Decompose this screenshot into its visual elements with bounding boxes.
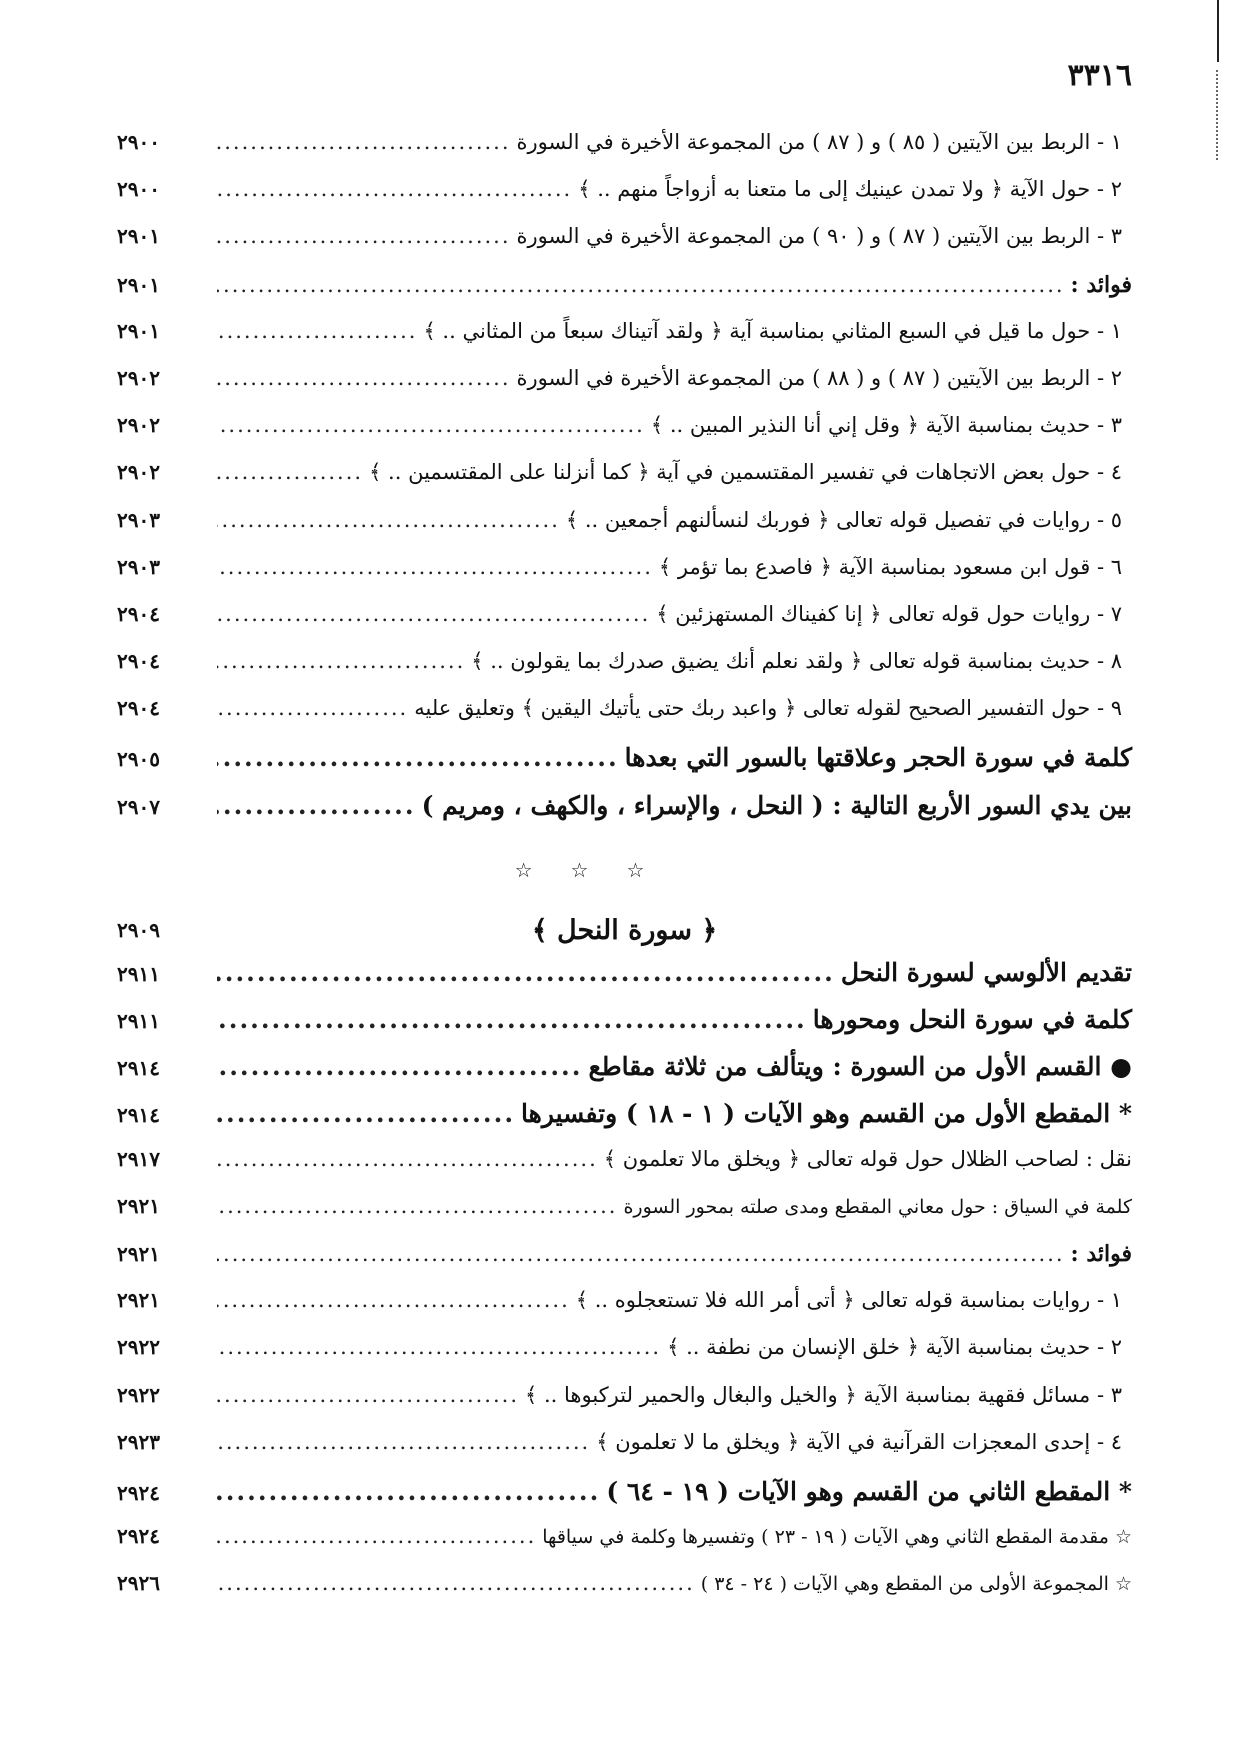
- entry-title: ٢ - حول الآية ﴿ ولا تمدن عينيك إلى ما متعنا به أزواجاً منهم .. ﴾: [578, 177, 1122, 202]
- dot-leader: [217, 1147, 598, 1171]
- entry-title: فوائد :: [1070, 271, 1132, 298]
- dot-leader: [217, 413, 645, 437]
- entry-title: ٩ - حول التفسير الصحيح لقوله تعالى ﴿ واعبد ربك حتى يأتيك اليقين ﴾ وتعليق عليه: [414, 696, 1122, 721]
- entry-title: ١ - حول ما قيل في السبع المثاني بمناسبة آية ﴿ ولقد آتيناك سبعاً من المثاني .. ﴾: [423, 318, 1122, 343]
- entry-title: ☆ مقدمة المقطع الثاني وهي الآيات ( ١٩ - ٢٣ ) وتفسيرها وكلمة في سياقها: [542, 1526, 1132, 1549]
- entry-title: ٣ - مسائل فقهية بمناسبة الآية ﴿ والخيل والبغال والحمير لتركبوها .. ﴾: [525, 1382, 1122, 1407]
- toc-entry: [117, 1524, 1132, 1571]
- surah-title: ﴿ سورة النحل ﴾: [531, 914, 718, 946]
- entry-title: ٦ - قول ابن مسعود بمناسبة الآية ﴿ فاصدع بما تؤمر ﴾: [658, 554, 1122, 579]
- entry-page: ٢٩٠٧: [117, 794, 160, 819]
- dot-leader: [217, 1099, 515, 1128]
- entry-page: ٢٩٢١: [117, 1193, 160, 1218]
- star-icon: ☆: [570, 858, 589, 883]
- entry-page: ٢٩٠١: [117, 224, 160, 249]
- dot-leader: [217, 1477, 600, 1506]
- entry-page: ٢٩١١: [117, 961, 160, 986]
- entry-title: ٤ - حول بعض الاتجاهات في تفسير المقتسمين في آية ﴿ كما أنزلنا على المقتسمين .. ﴾: [369, 460, 1122, 485]
- dot-leader: [217, 958, 835, 987]
- dot-leader: [217, 273, 1065, 297]
- dot-leader: [217, 1524, 536, 1548]
- entry-title: ١ - روايات بمناسبة قوله تعالى ﴿ أتى أمر الله فلا تستعجلوه .. ﴾: [575, 1288, 1122, 1313]
- dot-leader: [217, 130, 511, 154]
- dot-leader: [217, 177, 572, 201]
- toc-entry: [117, 460, 1132, 507]
- star-icon: ☆: [514, 858, 533, 883]
- toc-entry: [117, 319, 1132, 366]
- entry-title: ٢ - حديث بمناسبة الآية ﴿ خلق الإنسان من نطفة .. ﴾: [667, 1335, 1122, 1360]
- entry-page: ٢٩٢١: [117, 1241, 160, 1266]
- dot-leader: [217, 460, 363, 484]
- dot-leader: [217, 224, 511, 248]
- toc-entry: [117, 696, 1132, 743]
- entry-page: ٢٩٠٤: [117, 601, 160, 626]
- entry-title: ١ - الربط بين الآيتين ( ٨٥ ) و ( ٨٧ ) من المجموعة الأخيرة في السورة: [516, 130, 1122, 154]
- dot-leader: [217, 602, 650, 626]
- dot-leader: [217, 366, 511, 390]
- entry-page: ٢٩٢١: [117, 1288, 160, 1313]
- entry-title: ٤ - إحدى المعجزات القرآنية في الآية ﴿ ويخلق ما لا تعلمون ﴾: [596, 1429, 1122, 1454]
- entry-page: ٢٩٠٠: [117, 177, 160, 202]
- entry-page: ٢٩٢٣: [117, 1429, 160, 1454]
- toc-entry: [117, 1147, 1132, 1194]
- dot-leader: [217, 649, 465, 673]
- entry-title: كلمة في سورة النحل ومحورها: [812, 1005, 1132, 1034]
- toc-entry: [117, 177, 1132, 224]
- entry-title: ٣ - حديث بمناسبة الآية ﴿ وقل إني أنا النذير المبين .. ﴾: [650, 413, 1122, 438]
- entry-title: بين يدي السور الأربع التالية : ( النحل ، والإسراء ، والكهف ، ومريم ): [421, 790, 1132, 820]
- toc-entry: [117, 555, 1132, 602]
- dot-leader: [217, 1242, 1065, 1266]
- toc-entry: [117, 649, 1132, 696]
- entry-page: ٢٩١٤: [117, 1103, 160, 1128]
- dot-leader: [217, 1194, 617, 1218]
- dot-leader: [217, 1335, 661, 1359]
- entry-page: ٢٩٢٢: [117, 1335, 160, 1360]
- toc-entry: [117, 1335, 1132, 1382]
- entry-title: كلمة في سورة الحجر وعلاقتها بالسور التي بعدها: [624, 743, 1132, 773]
- entry-page: ٢٩٠١: [117, 272, 160, 297]
- toc-entry: [117, 130, 1132, 177]
- dot-leader: [217, 555, 653, 579]
- entry-title: فوائد :: [1070, 1240, 1132, 1267]
- toc-heading-entry: [117, 743, 1132, 790]
- entry-title: كلمة في السياق : حول معاني المقطع ومدى صلته بمحور السورة: [623, 1195, 1132, 1218]
- entry-page: ٢٩٠٢: [117, 460, 160, 485]
- surah-title-row: [117, 903, 1132, 958]
- toc-entry: [117, 602, 1132, 649]
- toc-heading-entry: [117, 1005, 1132, 1052]
- entry-title: ٢ - الربط بين الآيتين ( ٨٧ ) و ( ٨٨ ) من المجموعة الأخيرة في السورة: [516, 365, 1122, 390]
- toc-entry: [117, 1288, 1132, 1335]
- entry-page: ٢٩٢٦: [117, 1571, 160, 1596]
- entry-page: ٢٩١١: [117, 1009, 160, 1033]
- entry-title: ٧ - روايات حول قوله تعالى ﴿ إنا كفيناك المستهزئين ﴾: [656, 601, 1122, 626]
- dot-leader: [217, 319, 417, 343]
- entry-title: ٣ - الربط بين الآيتين ( ٨٧ ) و ( ٩٠ ) من المجموعة الأخيرة في السورة: [516, 224, 1122, 249]
- entry-title: نقل : لصاحب الظلال حول قوله تعالى ﴿ ويخلق مالا تعلمون ﴾: [603, 1146, 1132, 1171]
- entry-page: ٢٩٠٤: [117, 696, 160, 721]
- toc-entry: [117, 1383, 1132, 1430]
- entry-page: ٢٩٠٠: [117, 130, 160, 154]
- entry-page: ٢٩١٧: [117, 1146, 160, 1171]
- toc-entry: [117, 1571, 1132, 1618]
- entry-page: ٢٩٠٥: [117, 747, 160, 772]
- binding-dots: [1216, 70, 1218, 160]
- entry-page: ٢٩٢٤: [117, 1524, 160, 1549]
- toc-entry: [117, 508, 1132, 555]
- dot-leader: [217, 1430, 590, 1454]
- dot-leader: [217, 1052, 582, 1081]
- toc-entry: [117, 1430, 1132, 1477]
- dot-leader: [217, 696, 408, 720]
- toc-entry: [117, 1194, 1132, 1241]
- toc-heading-entry: [117, 958, 1132, 1005]
- entry-page: ٢٩٢٤: [117, 1480, 160, 1505]
- dot-leader: [217, 743, 619, 772]
- entry-title: ٨ - حديث بمناسبة قوله تعالى ﴿ ولقد نعلم أنك يضيق صدرك بما يقولون .. ﴾: [471, 649, 1122, 674]
- page-number: ٣٣١٦: [1067, 58, 1132, 93]
- dot-leader: [217, 1005, 807, 1034]
- entry-page: ٢٩٠٢: [117, 413, 160, 438]
- dot-leader: [217, 1571, 695, 1595]
- entry-title: تقديم الألوسي لسورة النحل: [840, 957, 1132, 987]
- toc-heading-entry: [117, 1099, 1132, 1146]
- entry-title: * المقطع الأول من القسم وهو الآيات ( ١ - ١٨ ) وتفسيرها: [521, 1099, 1132, 1129]
- entry-page: ٢٩٠٣: [117, 554, 160, 579]
- entry-page: ٢٩١٤: [117, 1056, 160, 1081]
- dot-leader: [217, 791, 416, 820]
- entry-page: ٢٩٠٩: [117, 918, 160, 943]
- toc-entry: [117, 366, 1132, 413]
- entry-page: ٢٩٠١: [117, 318, 160, 343]
- star-icon: ☆: [626, 858, 645, 883]
- toc-heading-entry: [117, 1477, 1132, 1524]
- entry-page: ٢٩٠٢: [117, 365, 160, 390]
- binding-line: [1217, 0, 1219, 62]
- toc-entry: [117, 413, 1132, 460]
- entry-page: ٢٩٠٤: [117, 649, 160, 674]
- table-of-contents: [117, 130, 1132, 1618]
- toc-heading-entry: [117, 1052, 1132, 1099]
- entry-title: ● القسم الأول من السورة : ويتألف من ثلاثة مقاطع: [588, 1052, 1132, 1082]
- entry-title: ٥ - روايات في تفصيل قوله تعالى ﴿ فوربك لنسألنهم أجمعين .. ﴾: [565, 507, 1122, 532]
- entry-title: ☆ المجموعة الأولى من المقطع وهي الآيات ( ٢٤ - ٣٤ ): [700, 1573, 1132, 1596]
- dot-leader: [217, 1288, 570, 1312]
- entry-page: ٢٩٢٢: [117, 1382, 160, 1407]
- dot-leader: [217, 508, 560, 532]
- toc-entry-fawaid: [117, 272, 1132, 319]
- section-separator: [117, 838, 1132, 903]
- entry-page: ٢٩٠٣: [117, 507, 160, 532]
- dot-leader: [217, 1383, 519, 1407]
- toc-heading-entry: [117, 791, 1132, 838]
- toc-entry-fawaid: [117, 1241, 1132, 1288]
- entry-title: * المقطع الثاني من القسم وهو الآيات ( ١٩ - ٦٤ ): [606, 1476, 1132, 1506]
- toc-entry: [117, 224, 1132, 271]
